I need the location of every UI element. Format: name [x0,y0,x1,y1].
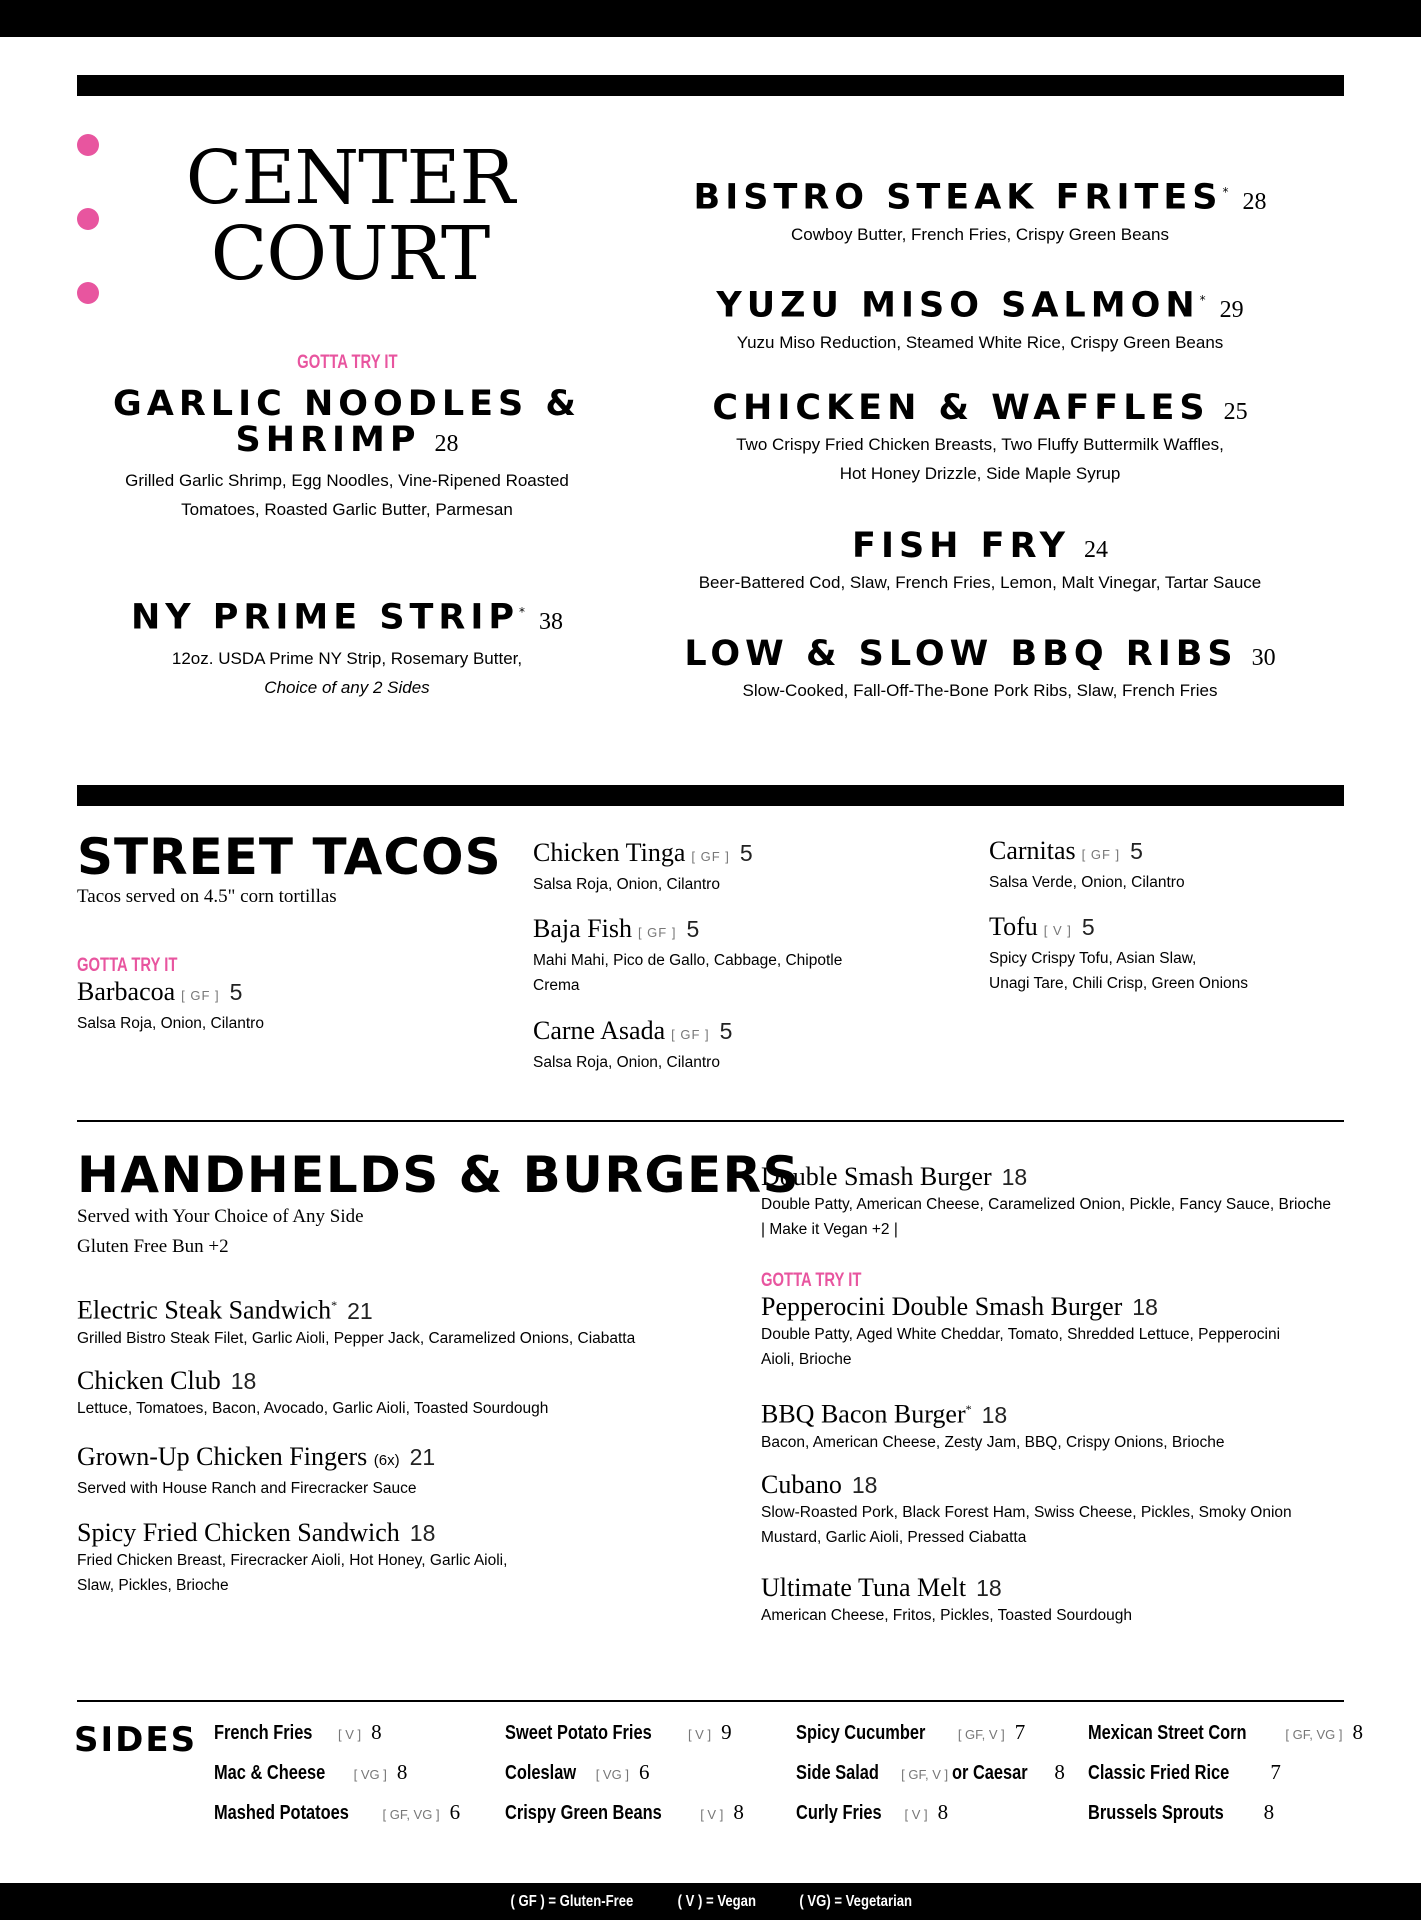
taco-chicken-tinga [533,838,913,897]
name: Classic Fried Rice [1088,1762,1230,1784]
text [660,528,1300,568]
section-subtitle: Served with Your Choice of Any Side [77,1206,364,1227]
text [761,1270,1351,1292]
name: Electric Steak Sandwich [77,1295,332,1325]
gotta-try-it-badge: GOTTA TRY IT [77,955,178,976]
price: 5 [1081,914,1095,940]
legend-v: ( V ) = Vegan [677,1892,756,1910]
name: Baja Fish [533,914,632,943]
price: 6 [638,1760,650,1784]
desc2: Crema [533,977,580,994]
desc2: Slaw, Pickles, Brioche [77,1577,229,1594]
name: Sweet Potato Fries [505,1722,652,1744]
price: 18 [851,1472,878,1498]
desc: Double Patty, Aged White Cheddar, Tomato, Shredded Lettuce, Pepperocini [761,1326,1281,1343]
name: BISTRO STEAK FRITES [693,177,1223,218]
name: Ultimate Tuna Melt [761,1573,967,1602]
handheld-item [77,1442,697,1518]
desc: Lettuce, Tomatoes, Bacon, Avocado, Garlic Aioli, Toasted Sourdough [77,1400,549,1417]
tag: [ GF, V ] [901,1767,949,1782]
tag: [ V ] [1043,923,1072,938]
section-subtitle: Gluten Free Bun +2 [77,1236,229,1257]
price: 18 [1132,1294,1158,1320]
text [660,636,1300,676]
name: YUZU MISO SALMON [716,285,1200,326]
brand-line2: COURT [210,211,490,297]
handheld-item [761,1573,1351,1628]
text [533,914,913,948]
handhelds-header [77,1148,800,1262]
sides-column-3 [796,1720,1096,1840]
desc: Double Patty, American Cheese, Caramelized Onion, Pickle, Fancy Sauce, Brioche [761,1196,1332,1213]
handheld-item [761,1470,1351,1573]
entree-desc: Beer-Battered Cod, Slaw, French Fries, Lemon, Malt Vinegar, Tartar Sauce [698,573,1262,592]
taco-carnitas [989,836,1369,895]
desc2: Mustard, Garlic Aioli, Pressed Ciabatta [761,1529,1027,1546]
dietary-legend-bar [0,1883,1421,1920]
section-title: HANDHELDS & BURGERS [77,1146,801,1204]
pink-dot-icon [77,282,99,304]
price: 8 [1263,1800,1275,1824]
price: 21 [347,1297,373,1324]
entree-desc: Slow-Cooked, Fall-Off-The-Bone Pork Ribs, Slaw, French Fries [742,681,1218,700]
entree-name: GARLIC NOODLES & [113,384,581,424]
text: * [519,605,526,619]
entree-price: 28 [1242,188,1267,215]
handheld-item [77,1518,697,1598]
tag: [ VG ] [353,1767,387,1782]
handhelds-left-column [77,1290,697,1598]
desc: Slow-Roasted Pork, Black Forest Ham, Swiss Cheese, Pickles, Smoky Onion [761,1504,1292,1521]
price: 18 [230,1368,257,1394]
name: Cubano [761,1470,842,1499]
handheld-item [761,1394,1351,1470]
name: French Fries [214,1722,313,1744]
text [989,836,1369,870]
side-item [214,1760,514,1800]
entree-desc: 12oz. USDA Prime NY Strip, Rosemary Butter, [171,648,523,668]
desc: Served with House Ranch and Firecracker Sauce [77,1480,417,1497]
price: 5 [686,916,700,942]
handheld-item [77,1290,697,1366]
entree-desc: Cowboy Butter, French Fries, Crispy Green Beans [791,224,1169,244]
text [533,838,913,872]
sides-column-1 [214,1720,514,1840]
entree-price: 30 [1251,645,1276,671]
entree-price: 24 [1083,537,1108,563]
price: 8 [733,1800,744,1824]
desc2: Aioli, Brioche [761,1351,852,1368]
price: 18 [981,1401,1008,1428]
taco-baja-fish [533,914,913,998]
text [761,1394,1351,1430]
tag: [ GF, V ] [957,1727,1005,1742]
taco-tofu [989,912,1369,996]
entree-desc: Yuzu Miso Reduction, Steamed White Rice, Crispy Green Beans [736,332,1224,352]
name-line2: SHRIMP [235,420,421,460]
tag: [ GF ] [181,988,220,1003]
price: 18 [1001,1164,1028,1190]
entree-garlic-noodles [77,352,617,524]
section-title: STREET TACOS [77,828,502,886]
section-title: SIDES [74,1720,198,1760]
entree-name [77,594,617,640]
text [533,1016,913,1050]
price: 8 [371,1720,382,1744]
pink-dot-icon [77,208,99,230]
name: Pepperocini Double Smash Burger [761,1292,1123,1321]
text: * [965,1402,972,1416]
side-item [505,1800,805,1840]
pink-dot-icon [77,134,99,156]
name: Chicken Tinga [533,838,686,867]
sides-column-2 [505,1720,805,1840]
tag: [ GF ] [637,925,677,940]
entree-price: 25 [1223,399,1248,425]
text [989,912,1369,946]
entree-chicken-waffles [660,390,1300,488]
name: BBQ Bacon Burger [761,1399,966,1429]
brand-line1: CENTER [185,135,515,221]
handhelds-right-column [761,1162,1351,1628]
side-item [796,1720,1096,1760]
side-item [796,1760,1096,1800]
section-subtitle: Tacos served on 4.5" corn tortillas [77,886,337,907]
name: Tofu [989,912,1038,941]
side-item [1088,1720,1408,1760]
text: * [1199,293,1206,307]
name: Mac & Cheese [214,1762,326,1784]
entree-ny-prime-strip [77,594,617,702]
price: 6 [449,1800,461,1824]
price: 5 [229,979,243,1005]
entree-price: 38 [539,608,564,635]
price: 9 [721,1720,732,1744]
price: 8 [396,1760,408,1784]
desc: Bacon, American Cheese, Zesty Jam, BBQ, Crispy Onions, Brioche [761,1433,1225,1451]
desc: Salsa Roja, Onion, Cilantro [77,1015,264,1032]
text [77,1518,697,1548]
name: Brussels Sprouts [1088,1802,1224,1824]
name: Grown-Up Chicken Fingers [77,1442,368,1471]
text [761,1470,1351,1500]
desc: Salsa Verde, Onion, Cilantro [989,874,1185,891]
tacos-header [77,830,502,910]
text: * [1222,185,1229,199]
desc: Salsa Roja, Onion, Cilantro [533,1054,720,1071]
price: 18 [976,1575,1002,1601]
name: Double Smash Burger [761,1162,992,1191]
side-item [796,1800,1096,1840]
tag: [ V ] [700,1807,724,1822]
entree-desc: Hot Honey Drizzle, Side Maple Syrup [839,464,1121,483]
price: 18 [409,1520,436,1546]
price: 5 [1130,838,1143,864]
name: Spicy Cucumber [796,1722,926,1744]
name: Carne Asada [533,1016,666,1045]
side-item [214,1800,514,1840]
desc: American Cheese, Fritos, Pickles, Toasted Sourdough [761,1607,1133,1624]
name: Chicken Club [77,1366,221,1395]
desc2: | Make it Vegan +2 | [761,1221,898,1238]
price: 5 [719,1018,733,1044]
text [761,1162,1351,1192]
tag: [ GF ] [1081,847,1121,862]
desc: Mahi Mahi, Pico de Gallo, Cabbage, Chipotle [533,952,843,969]
name: Mexican Street Corn [1088,1722,1247,1744]
entree-bbq-ribs [660,636,1300,705]
text [660,174,1300,220]
tag: [ GF ] [671,1027,710,1042]
tag: [ GF, VG ] [1285,1727,1343,1742]
name: Crispy Green Beans [505,1802,662,1824]
text [660,390,1300,430]
text [761,1573,1351,1603]
entree-desc: Tomatoes, Roasted Garlic Butter, Parmesan [181,500,513,519]
side-item [505,1760,805,1800]
name: Side Salad [796,1762,879,1784]
entree-desc: Grilled Garlic Shrimp, Egg Noodles, Vine-Ripened Roasted [125,471,569,490]
top-black-bar [0,0,1421,37]
name: Carnitas [989,836,1076,865]
name: FISH FRY [852,526,1070,566]
handheld-item [77,1366,697,1442]
tag: [ GF ] [691,849,730,864]
name: CHICKEN & WAFFLES [712,388,1210,428]
name-line1: NY PRIME STRIP [130,597,520,638]
name: LOW & SLOW BBQ RIBS [684,634,1238,674]
text: * [331,1298,338,1312]
desc2: Unagi Tare, Chili Crisp, Green Onions [989,975,1249,992]
entree-desc: Two Crispy Fried Chicken Breasts, Two Fluffy Buttermilk Waffles, [736,435,1224,454]
entree-desc-italic: Choice of any 2 Sides [264,677,430,697]
tag: [ V ] [904,1807,928,1822]
price: 5 [739,840,753,866]
entree-bistro-steak-frites [660,174,1300,249]
qty: (6x) [373,1452,400,1469]
tag: [ GF, VG ] [382,1807,440,1822]
legend-gf: ( GF ) = Gluten-Free [510,1892,634,1910]
handheld-item [761,1270,1351,1394]
entree-name-line2 [77,422,617,462]
name: Curly Fries [796,1802,882,1824]
side-item [1088,1760,1408,1800]
sides-column-4 [1088,1720,1408,1840]
taco-barbacoa [77,955,477,1036]
text [77,1442,697,1476]
text [77,1366,697,1396]
price: 8 [937,1800,949,1824]
suffix: or Caesar [952,1762,1028,1784]
section-divider-handhelds [77,1120,1344,1122]
side-item [1088,1800,1408,1840]
price: 7 [1014,1720,1026,1744]
price: 8 [1352,1720,1363,1744]
section-divider-sides [77,1700,1344,1702]
text [77,352,617,378]
entree-price: 29 [1219,296,1244,323]
brand-logo [150,135,550,297]
name: Coleslaw [505,1762,577,1784]
handheld-item [761,1162,1351,1270]
section-divider-tacos [77,785,1344,806]
desc: Fried Chicken Breast, Firecracker Aioli, Hot Honey, Garlic Aioli, [77,1552,508,1569]
tag: [ V ] [687,1727,712,1742]
side-item [214,1720,514,1760]
desc: Spicy Crispy Tofu, Asian Slaw, [989,950,1197,967]
name: Spicy Fried Chicken Sandwich [77,1518,400,1547]
section-divider-top [77,75,1344,96]
text [77,955,477,977]
taco-carne-asada [533,1016,913,1075]
text [660,282,1300,328]
desc: Grilled Bistro Steak Filet, Garlic Aioli, Pepper Jack, Caramelized Onions, Ciabatta [77,1329,636,1347]
legend-vg: ( VG) = Vegetarian [798,1892,912,1910]
tag: [ VG ] [595,1767,629,1782]
price: 8 [1054,1760,1065,1784]
text [77,977,477,1011]
gotta-try-it-badge: GOTTA TRY IT [296,352,398,373]
entree-price: 28 [434,431,459,457]
price: 21 [409,1444,436,1470]
name: Mashed Potatoes [214,1802,349,1824]
side-item [505,1720,805,1760]
entree-yuzu-miso-salmon [660,282,1300,357]
tag: [ V ] [338,1727,362,1742]
name: Barbacoa [77,977,176,1006]
gotta-try-it-badge: GOTTA TRY IT [761,1270,862,1291]
text [77,1290,697,1326]
price: 7 [1270,1760,1281,1784]
entree-fish-fry [660,528,1300,597]
desc: Salsa Roja, Onion, Cilantro [533,876,720,893]
text [761,1292,1351,1322]
